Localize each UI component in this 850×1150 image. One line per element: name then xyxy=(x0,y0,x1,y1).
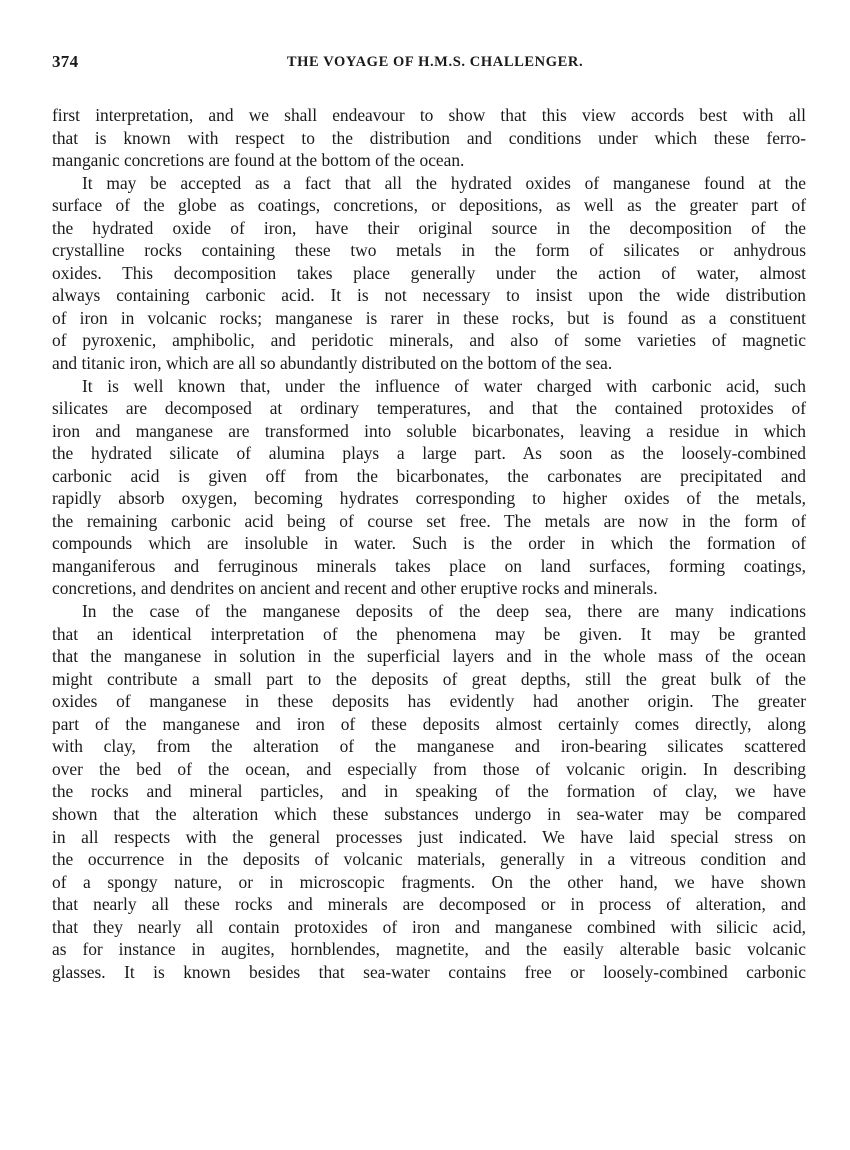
running-title: THE VOYAGE OF H.M.S. CHALLENGER. xyxy=(286,54,584,70)
text-line: manganic concretions are found at the bottom of the ocean. xyxy=(52,150,465,171)
text-line: oxides. This decomposition takes place generally under the action of water, almost xyxy=(52,262,806,283)
paragraph xyxy=(52,600,806,983)
text-line: the occurrence in the deposits of volcanic materials, generally in a vitreous condition and xyxy=(52,849,806,870)
text-line: the remaining carbonic acid being of course set free. The metals are now in the form of xyxy=(52,510,806,531)
text-line: oxides of manganese in these deposits has evidently had another origin. The greater xyxy=(52,691,806,712)
text-line: might contribute a small part to the deposits of great depths, still the great bulk of the xyxy=(52,668,806,689)
text-line: that an identical interpretation of the phenomena may be given. It may be granted xyxy=(52,623,806,644)
text-line: and titanic iron, which are all so abundantly distributed on the bottom of the sea. xyxy=(52,353,613,374)
text-line: first interpretation, and we shall endeavour to show that this view accords best with all xyxy=(52,105,806,125)
text-line: In the case of the manganese deposits of the deep sea, there are many indications xyxy=(82,601,806,622)
paragraph xyxy=(52,172,806,375)
page-body xyxy=(52,104,806,983)
page-number: 374 xyxy=(52,52,79,71)
text-line: always containing carbonic acid. It is not necessary to insist upon the wide distribution xyxy=(52,285,806,306)
text-line: the rocks and mineral particles, and in speaking of the formation of clay, we have xyxy=(52,781,806,802)
text-line: that is known with respect to the distribution and conditions under which these ferro- xyxy=(52,127,806,148)
paragraph xyxy=(52,104,806,172)
text-line: rapidly absorb oxygen, becoming hydrates corresponding to higher oxides of the metals, xyxy=(52,488,806,509)
text-line: surface of the globe as coatings, concretions, or depositions, as well as the greater part of xyxy=(52,195,806,216)
text-line: carbonic acid is given off from the bicarbonates, the carbonates are precipitated and xyxy=(52,465,806,486)
paragraph xyxy=(52,375,806,600)
text-line: shown that the alteration which these substances undergo in sea-water may be compared xyxy=(52,803,806,824)
text-line: glasses. It is known besides that sea-water contains free or loosely-combined carbonic xyxy=(52,961,806,982)
text-line: the hydrated oxide of iron, have their original source in the decomposition of the xyxy=(52,217,806,238)
text-line: in all respects with the general processes just indicated. We have laid special stress on xyxy=(52,826,806,847)
text-line: concretions, and dendrites on ancient and recent and other eruptive rocks and minerals. xyxy=(52,578,658,599)
text-line: silicates are decomposed at ordinary temperatures, and that the contained protoxides of xyxy=(52,398,806,419)
text-line: part of the manganese and iron of these deposits almost certainly comes directly, along xyxy=(52,713,806,734)
text-line: of iron in volcanic rocks; manganese is rarer in these rocks, but is found as a constituent xyxy=(52,307,806,328)
text-line: that they nearly all contain protoxides of iron and manganese combined with silicic acid, xyxy=(52,916,806,937)
text-line: crystalline rocks containing these two metals in the form of silicates or anhydrous xyxy=(52,240,806,261)
text-line: It is well known that, under the influence of water charged with carbonic acid, such xyxy=(82,375,806,396)
text-line: manganiferous and ferruginous minerals takes place on land surfaces, forming coatings, xyxy=(52,555,806,576)
text-line: over the bed of the ocean, and especially from those of volcanic origin. In describing xyxy=(52,758,806,779)
text-line: the hydrated silicate of alumina plays a large part. As soon as the loosely-combined xyxy=(52,443,806,464)
text-line: of a spongy nature, or in microscopic fragments. On the other hand, we have shown xyxy=(52,871,806,892)
text-line: with clay, from the alteration of the manganese and iron-bearing silicates scattered xyxy=(52,736,806,757)
text-line: It may be accepted as a fact that all the hydrated oxides of manganese found at the xyxy=(82,172,806,193)
text-line: iron and manganese are transformed into soluble bicarbonates, leaving a residue in which xyxy=(52,420,806,441)
text-line: that nearly all these rocks and minerals are decomposed or in process of alteration, and xyxy=(52,894,806,915)
page-header xyxy=(52,52,806,76)
text-line: of pyroxenic, amphibolic, and peridotic minerals, and also of some varieties of magnetic xyxy=(52,330,806,351)
text-line: compounds which are insoluble in water. Such is the order in which the formation of xyxy=(52,533,806,554)
text-line: that the manganese in solution in the superficial layers and in the whole mass of the ocean xyxy=(52,646,806,667)
text-line: as for instance in augites, hornblendes, magnetite, and the easily alterable basic volcanic xyxy=(52,939,806,960)
